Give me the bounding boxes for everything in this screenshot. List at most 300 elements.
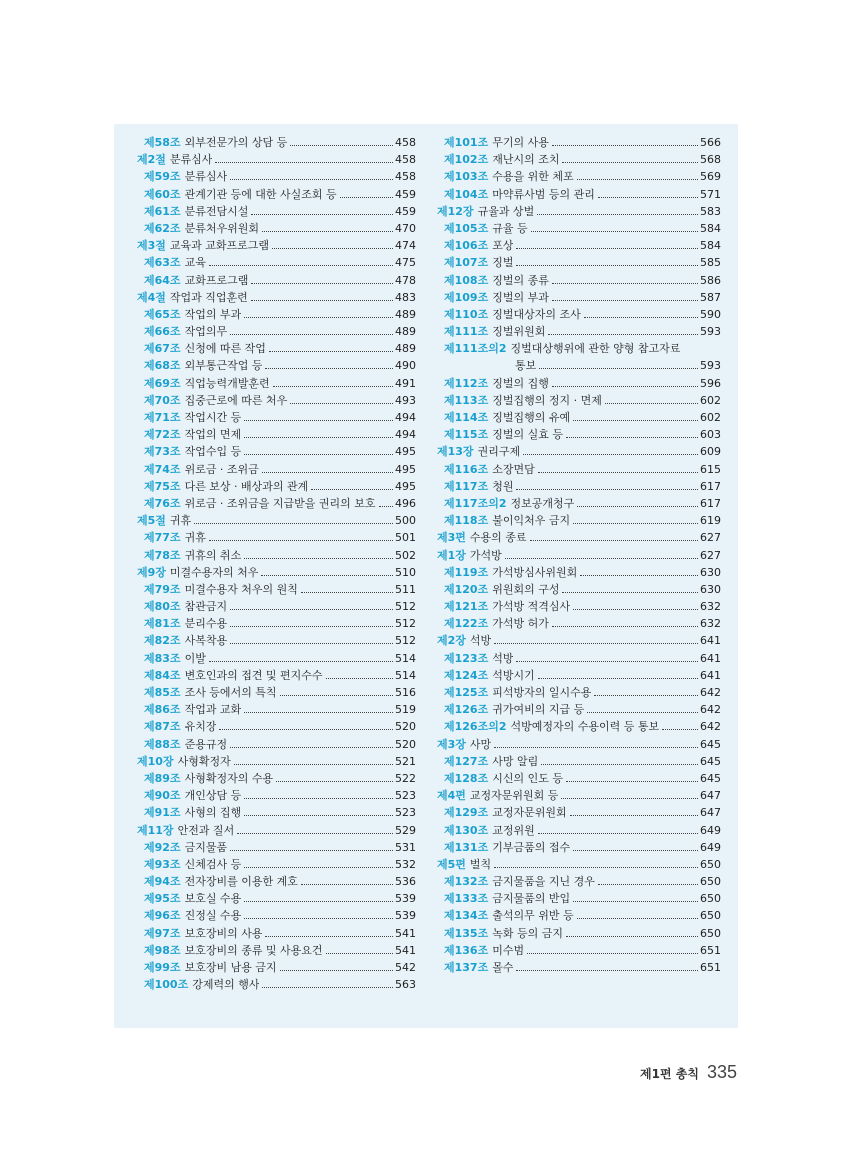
toc-leader-dots [326,953,393,954]
toc-entry[interactable] [137,443,416,460]
toc-entry[interactable] [437,925,721,942]
toc-entry-number: 제90조 [144,789,181,803]
toc-entry[interactable] [137,942,416,959]
toc-entry-page: 593 [700,359,721,373]
toc-entry[interactable] [437,323,721,340]
toc-entry-number: 제126조 [444,703,489,717]
toc-leader-dots [379,506,393,507]
toc-entry-number: 제118조 [444,514,489,528]
toc-entry[interactable] [437,512,721,529]
toc-entry-number: 제119조 [444,565,489,579]
toc-entry-title: 유치장 [184,720,217,734]
toc-entry[interactable] [437,615,721,632]
toc-entry[interactable] [137,237,416,254]
toc-entry-number: 제76조 [144,496,181,510]
toc-entry[interactable] [437,942,721,959]
toc-entry-page: 647 [700,806,721,820]
toc-entry-title: 교육 [184,256,206,270]
toc-entry-page: 531 [395,840,416,854]
toc-leader-dots [516,265,698,266]
toc-entry-number: 제125조 [444,686,489,699]
toc-entry-title: 가석방 허가 [492,617,549,631]
toc-entry[interactable] [137,357,416,374]
toc-entry[interactable] [137,529,416,546]
toc-entry-title: 분류심사 [184,170,228,184]
toc-leader-dots [244,317,393,318]
toc-entry-page: 649 [700,823,721,837]
toc-entry-number: 제9장 [137,565,166,579]
toc-entry-title: 석방 [469,634,492,648]
toc-entry-page: 647 [700,789,721,803]
toc-entry-number: 제102조 [444,153,489,167]
toc-entry[interactable] [137,168,416,185]
toc-entry-number: 제82조 [144,634,181,648]
toc-entry-page: 541 [395,926,416,940]
toc-entry-title: 보호실 수용 [184,892,242,906]
toc-entry-number: 제100조 [144,978,189,992]
toc-entry-title: 징벌집행의 정지 · 면제 [492,393,602,407]
toc-entry-page: 642 [700,686,721,699]
toc-entry-page: 514 [395,668,416,682]
toc-entry[interactable] [137,907,416,924]
toc-entry[interactable] [437,684,721,701]
toc-entry-number: 제95조 [144,892,181,906]
toc-entry-title: 징벌대상자의 조사 [492,307,581,321]
toc-entry-title: 작업과 교화 [184,703,242,717]
toc-entry[interactable] [137,804,416,821]
toc-entry[interactable] [437,375,721,392]
toc-entry-page: 632 [700,600,721,614]
toc-entry[interactable] [437,718,721,735]
toc-leader-dots [209,661,393,662]
toc-entry-page: 489 [395,307,416,321]
toc-entry[interactable] [437,632,721,649]
toc-entry-page: 642 [700,720,721,734]
toc-entry-page: 627 [700,531,721,545]
toc-entry-page: 501 [395,531,416,545]
toc-entry[interactable] [437,289,721,306]
toc-entry-page: 494 [395,428,416,442]
toc-entry-page: 609 [700,445,721,459]
toc-entry-page: 495 [395,479,416,493]
toc-entry[interactable] [137,839,416,856]
toc-entry[interactable] [137,134,416,151]
toc-entry-title: 포상 [492,239,514,253]
toc-entry-number: 제81조 [144,617,181,631]
toc-entry[interactable] [137,478,416,495]
toc-leader-dots [562,592,698,593]
toc-entry-title: 사형확정자 [177,754,231,768]
toc-entry-title: 변호인과의 접견 및 편지수수 [184,668,323,682]
toc-entry-number: 제87조 [144,720,181,734]
toc-entry-number: 제58조 [144,136,181,149]
toc-entry-page: 478 [395,273,416,287]
toc-entry-page: 542 [395,961,416,974]
toc-entry-number: 제88조 [144,737,181,751]
toc-entry-title: 가석방심사위원회 [492,565,578,579]
toc-leader-dots [552,145,698,146]
toc-leader-dots [566,936,698,937]
toc-entry-number: 제99조 [144,961,181,974]
toc-entry-page: 641 [700,651,721,665]
toc-leader-dots [598,884,698,885]
toc-entry-page: 596 [700,376,721,390]
toc-entry-title: 출석의무 위반 등 [492,909,574,923]
toc-entry[interactable] [437,254,721,271]
toc-entry-number: 제77조 [144,531,181,545]
toc-entry[interactable] [137,254,416,271]
toc-entry-number: 제80조 [144,600,181,614]
toc-entry[interactable] [437,598,721,615]
toc-leader-dots [537,214,698,215]
toc-entry[interactable] [137,564,416,581]
toc-entry-number: 제65조 [144,307,181,321]
toc-entry[interactable] [137,684,416,701]
toc-entry-title: 귀가여비의 지급 등 [492,703,585,717]
toc-entry-number: 제2절 [137,153,166,167]
toc-entry-number: 제111조의2 [444,342,507,356]
toc-entry[interactable] [137,409,416,426]
toc-entry[interactable] [437,529,721,546]
toc-entry-number: 제116조 [444,462,489,476]
toc-entry-page: 651 [700,961,721,974]
toc-entry-title: 분류심사 [169,153,213,167]
toc-entry[interactable] [137,976,416,993]
toc-leader-dots [598,197,698,198]
toc-entry-page: 584 [700,239,721,253]
toc-entry-page: 512 [395,617,416,631]
toc-entry-page: 630 [700,582,721,596]
toc-leader-dots [494,747,698,748]
toc-entry[interactable] [137,632,416,649]
toc-entry-number: 제111조 [444,325,489,339]
toc-entry[interactable] [137,272,416,289]
toc-leader-dots [523,454,698,455]
toc-leader-dots [577,918,698,919]
toc-entry[interactable] [137,512,416,529]
toc-entry-title: 집중근로에 따른 처우 [184,393,288,407]
toc-entry[interactable] [437,547,721,564]
toc-leader-dots [580,575,698,576]
toc-leader-dots [237,833,393,834]
toc-entry-number: 제1장 [437,548,466,562]
toc-entry[interactable] [137,650,416,667]
toc-entry-number: 제78조 [144,548,181,562]
toc-leader-dots [209,265,393,266]
toc-entry[interactable] [137,873,416,890]
toc-entry-title: 수용의 종료 [469,531,527,545]
toc-entry-title: 징벌의 부과 [492,290,549,304]
toc-leader-dots [577,506,698,507]
toc-entry[interactable] [137,598,416,615]
toc-leader-dots [538,678,698,679]
toc-leader-dots [566,781,698,782]
toc-entry-number: 제2장 [437,634,466,648]
toc-entry[interactable] [437,839,721,856]
toc-entry[interactable] [437,392,721,409]
toc-entry-page: 536 [395,875,416,889]
toc-entry[interactable] [437,907,721,924]
toc-entry-number: 제91조 [144,806,181,820]
toc-entry-title: 귀휴 [169,514,192,528]
toc-entry-number: 제75조 [144,479,181,493]
toc-entry[interactable] [137,890,416,907]
toc-entry-title: 이발 [184,651,206,665]
toc-entry[interactable] [437,168,721,185]
toc-entry[interactable] [137,340,416,357]
toc-entry[interactable] [137,753,416,770]
toc-entry[interactable] [137,959,416,976]
toc-leader-dots [269,351,393,352]
toc-entry[interactable] [437,736,721,753]
toc-entry-number: 제4편 [437,789,466,803]
toc-entry[interactable] [137,615,416,632]
toc-leader-dots [301,592,393,593]
toc-entry-title: 몰수 [492,961,514,974]
toc-entry-title: 위원회의 구성 [492,582,560,596]
toc-entry-title: 석방 [492,651,514,665]
toc-leader-dots [573,609,698,610]
toc-leader-dots [272,248,393,249]
toc-entry[interactable] [437,134,721,151]
toc-entry-title: 외부통근작업 등 [184,359,263,373]
toc-entry-title: 피석방자의 일시수용 [492,686,592,699]
toc-entry-page: 602 [700,393,721,407]
toc-entry-title: 교육과 교화프로그램 [169,239,270,253]
toc-entry-title: 징벌집행의 유예 [492,411,571,424]
toc-leader-dots [230,747,393,748]
toc-entry[interactable] [137,461,416,478]
toc-entry[interactable] [437,340,721,357]
toc-entry-title: 작업의 부과 [184,307,242,321]
toc-leader-dots [311,489,393,490]
toc-entry-title: 보호장비 남용 금지 [184,961,277,974]
toc-entry[interactable] [437,822,721,839]
toc-entry[interactable] [137,151,416,168]
toc-entry-title: 징벌위원회 [492,325,546,339]
toc-entry-title: 교정위원 [492,823,535,837]
toc-entry-title: 기부금품의 접수 [492,840,571,854]
toc-entry[interactable] [137,581,416,598]
toc-entry[interactable] [437,237,721,254]
toc-entry[interactable] [137,701,416,718]
toc-entry-page: 541 [395,943,416,957]
toc-entry-title: 사망 [469,737,492,751]
toc-entry-page: 583 [700,204,721,218]
toc-entry-title: 정보공개청구 [510,496,575,510]
toc-entry-page: 586 [700,273,721,287]
toc-entry-number: 제135조 [444,926,489,940]
toc-entry-page: 490 [395,359,416,373]
toc-entry-title: 위로금 · 조위금을 지급받을 권리의 보호 [184,496,376,510]
toc-leader-dots [262,472,393,473]
toc-entry[interactable] [437,203,721,220]
toc-entry-page: 522 [395,771,416,785]
toc-entry-page: 496 [395,496,416,510]
toc-entry-page: 523 [395,806,416,820]
toc-entry-title: 녹화 등의 금지 [492,926,563,940]
toc-entry-title: 분류처우위원회 [184,221,259,235]
toc-entry[interactable] [137,203,416,220]
toc-entry[interactable] [437,564,721,581]
toc-entry-page: 645 [700,737,721,751]
toc-entry-page: 645 [700,771,721,785]
toc-entry[interactable] [437,306,721,323]
toc-entry[interactable] [437,151,721,168]
toc-entry-number: 제122조 [444,617,489,631]
toc-entry[interactable] [437,667,721,684]
toc-entry-page: 519 [395,703,416,717]
toc-entry-number: 제115조 [444,428,489,442]
toc-entry-page: 630 [700,565,721,579]
toc-entry-page: 569 [700,170,721,184]
toc-entry-number: 제3장 [437,737,466,751]
toc-entry[interactable] [437,186,721,203]
toc-entry-number: 제4절 [137,290,166,304]
toc-leader-dots [244,712,393,713]
toc-leader-dots [251,214,393,215]
toc-leader-dots [261,575,393,576]
toc-entry[interactable] [437,873,721,890]
toc-entry[interactable] [137,736,416,753]
toc-entry-page: 632 [700,617,721,631]
toc-entry-number: 제97조 [144,926,181,940]
toc-leader-dots [262,987,393,988]
toc-entry-number: 제137조 [444,961,489,974]
toc-entry[interactable] [437,495,721,512]
toc-entry-title: 귀휴 [184,531,206,545]
toc-entry[interactable] [437,409,721,426]
toc-entry-title: 재난시의 조치 [492,153,560,167]
toc-entry-title: 징벌의 집행 [492,376,549,390]
toc-entry[interactable] [137,289,416,306]
toc-entry[interactable] [137,822,416,839]
toc-entry-number: 제101조 [444,136,489,149]
toc-entry-title: 사망 알림 [492,754,539,768]
toc-entry-number: 제11장 [137,823,174,837]
toc-entry[interactable] [437,272,721,289]
toc-entry[interactable] [137,787,416,804]
toc-leader-dots [244,454,393,455]
toc-entry[interactable] [437,220,721,237]
toc-entry-page: 520 [395,720,416,734]
toc-entry-number: 제68조 [144,359,181,373]
toc-entry-page: 603 [700,428,721,442]
toc-entry-title: 신청에 따른 작업 [184,342,266,356]
toc-entry[interactable] [437,753,721,770]
toc-entry[interactable] [437,787,721,804]
toc-entry[interactable] [437,426,721,443]
toc-entry-number: 제83조 [144,651,181,665]
toc-leader-dots [230,334,393,335]
toc-entry[interactable] [137,220,416,237]
toc-entry[interactable] [137,375,416,392]
toc-entry-title: 금지물품을 지닌 경우 [492,875,595,889]
toc-entry-title: 미결수용자의 처우 [169,565,259,579]
toc-leader-dots [552,300,698,301]
toc-entry-title: 통보 [515,359,537,373]
toc-entry[interactable] [137,495,416,512]
toc-entry-title: 보호장비의 종류 및 사용요건 [184,943,323,957]
toc-entry-title: 분리수용 [184,617,228,631]
toc-entry-number: 제109조 [444,290,489,304]
toc-entry[interactable] [137,392,416,409]
toc-leader-dots [552,626,698,627]
page-footer [640,1062,737,1083]
toc-leader-dots [541,764,698,765]
toc-entry[interactable] [437,856,721,873]
toc-entry[interactable] [137,323,416,340]
toc-entry-number: 제110조 [444,307,489,321]
toc-entry-number: 제5편 [437,857,466,871]
toc-leader-dots [494,867,698,868]
toc-entry[interactable] [137,925,416,942]
toc-entry-page: 585 [700,256,721,270]
toc-entry-page: 502 [395,548,416,562]
toc-entry[interactable] [437,959,721,976]
toc-entry-title: 징벌대상행위에 관한 양형 참고자료 [510,342,681,356]
toc-entry[interactable] [137,186,416,203]
toc-leader-dots [531,231,698,232]
toc-entry[interactable] [437,357,721,374]
toc-entry[interactable] [437,770,721,787]
toc-entry[interactable] [437,461,721,478]
toc-entry[interactable] [437,443,721,460]
toc-entry-title: 마약류사범 등의 관리 [492,187,595,201]
toc-entry-title: 규율 등 [492,221,528,235]
toc-entry-title: 다른 보상 · 배상과의 관계 [184,479,309,493]
toc-entry[interactable] [437,650,721,667]
toc-entry[interactable] [137,306,416,323]
toc-entry-page: 523 [395,789,416,803]
toc-entry[interactable] [137,770,416,787]
toc-entry[interactable] [137,718,416,735]
toc-entry[interactable] [137,856,416,873]
toc-entry-title: 석방시기 [492,668,535,682]
toc-entry[interactable] [437,804,721,821]
toc-entry[interactable] [437,890,721,907]
toc-entry-number: 제103조 [444,170,489,184]
toc-entry[interactable] [137,667,416,684]
toc-entry-title: 교정자문위원회 [492,806,567,820]
toc-entry-page: 520 [395,737,416,751]
toc-entry-title: 작업과 직업훈련 [169,290,248,304]
toc-entry[interactable] [137,547,416,564]
toc-entry-number: 제136조 [444,943,489,957]
toc-entry-title: 개인상담 등 [184,789,242,803]
toc-entry-page: 459 [395,204,416,218]
toc-entry-page: 494 [395,411,416,424]
toc-entry-number: 제134조 [444,909,489,923]
toc-entry-number: 제3절 [137,239,166,253]
toc-entry-number: 제72조 [144,428,181,442]
page-number: 335 [706,1062,737,1082]
toc-leader-dots [573,901,698,902]
toc-leader-dots [573,850,698,851]
toc-entry-title: 청원 [492,479,514,493]
toc-entry-number: 제117조 [444,479,489,493]
toc-leader-dots [280,970,393,971]
toc-entry-page: 593 [700,325,721,339]
toc-leader-dots [301,884,393,885]
toc-leader-dots [548,334,698,335]
toc-leader-dots [552,283,698,284]
toc-entry[interactable] [137,426,416,443]
toc-entry[interactable] [437,478,721,495]
toc-right-column [437,134,721,976]
toc-entry[interactable] [437,581,721,598]
toc-entry[interactable] [437,701,721,718]
